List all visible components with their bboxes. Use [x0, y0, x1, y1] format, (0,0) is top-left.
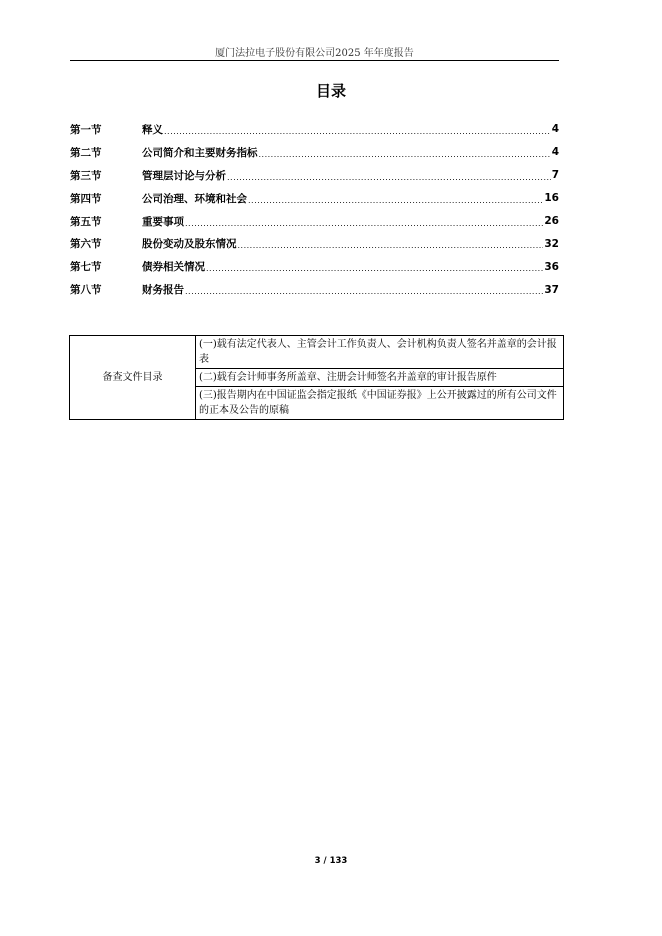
toc-leader [248, 196, 543, 205]
reference-item: (三)报告期内在中国证监会指定报纸《中国证券报》上公开披露过的所有公司文件的正本及公告的原稿 [196, 387, 564, 420]
toc-page-number: 26 [544, 215, 559, 227]
toc-page-number: 32 [544, 237, 559, 250]
toc-page-number: 4 [551, 146, 559, 159]
toc-leader [227, 173, 551, 182]
toc-page-number: 4 [551, 123, 559, 136]
toc-entry[interactable] [70, 141, 559, 164]
toc-leader [185, 287, 543, 296]
toc-page-number: 16 [544, 192, 559, 205]
toc-section-title: 财务报告 [142, 284, 184, 297]
toc-section-number: 第六节 [70, 238, 102, 251]
toc-leader [206, 264, 543, 273]
page-title: 目录 [315, 82, 346, 100]
toc-section-title: 管理层讨论与分析 [142, 169, 226, 182]
toc-leader [185, 219, 543, 228]
page-header: 厦门法拉电子股份有限公司2025 年年度报告 [215, 48, 414, 59]
reference-documents-label: 备查文件目录 [70, 336, 196, 420]
table-of-contents [70, 118, 559, 301]
page-number: 3 / 133 [314, 856, 348, 866]
toc-entry[interactable] [70, 278, 559, 301]
toc-entry[interactable] [70, 232, 559, 255]
toc-entry[interactable] [70, 255, 559, 278]
toc-section-number: 第二节 [70, 146, 102, 159]
toc-leader [259, 150, 551, 159]
toc-section-number: 第三节 [70, 169, 102, 182]
toc-entry[interactable] [70, 164, 559, 187]
reference-documents-table [69, 335, 564, 420]
toc-entry[interactable] [70, 118, 559, 141]
toc-page-number: 37 [544, 283, 559, 296]
toc-section-number: 第四节 [70, 192, 102, 205]
toc-section-number: 第一节 [70, 123, 102, 136]
toc-entry[interactable] [70, 210, 559, 233]
reference-item: (一)载有法定代表人、主管会计工作负责人、会计机构负责人签名并盖章的会计报表 [196, 336, 564, 369]
toc-section-title: 债券相关情况 [142, 261, 205, 274]
toc-section-title: 释义 [142, 123, 163, 136]
toc-page-number: 7 [551, 169, 559, 182]
toc-page-number: 36 [544, 260, 559, 273]
toc-section-title: 公司治理、环境和社会 [142, 192, 247, 205]
toc-leader [238, 241, 544, 250]
toc-section-number: 第八节 [70, 284, 102, 297]
toc-entry[interactable] [70, 187, 559, 210]
toc-section-title: 股份变动及股东情况 [142, 238, 237, 251]
toc-section-number: 第七节 [70, 261, 102, 274]
table-row [70, 336, 564, 369]
toc-section-number: 第五节 [70, 215, 102, 228]
toc-leader [164, 127, 551, 136]
toc-section-title: 公司简介和主要财务指标 [142, 146, 258, 159]
header-divider [70, 60, 559, 61]
reference-item: (二)载有会计师事务所盖章、注册会计师签名并盖章的审计报告原件 [196, 369, 564, 387]
toc-section-title: 重要事项 [142, 215, 184, 228]
